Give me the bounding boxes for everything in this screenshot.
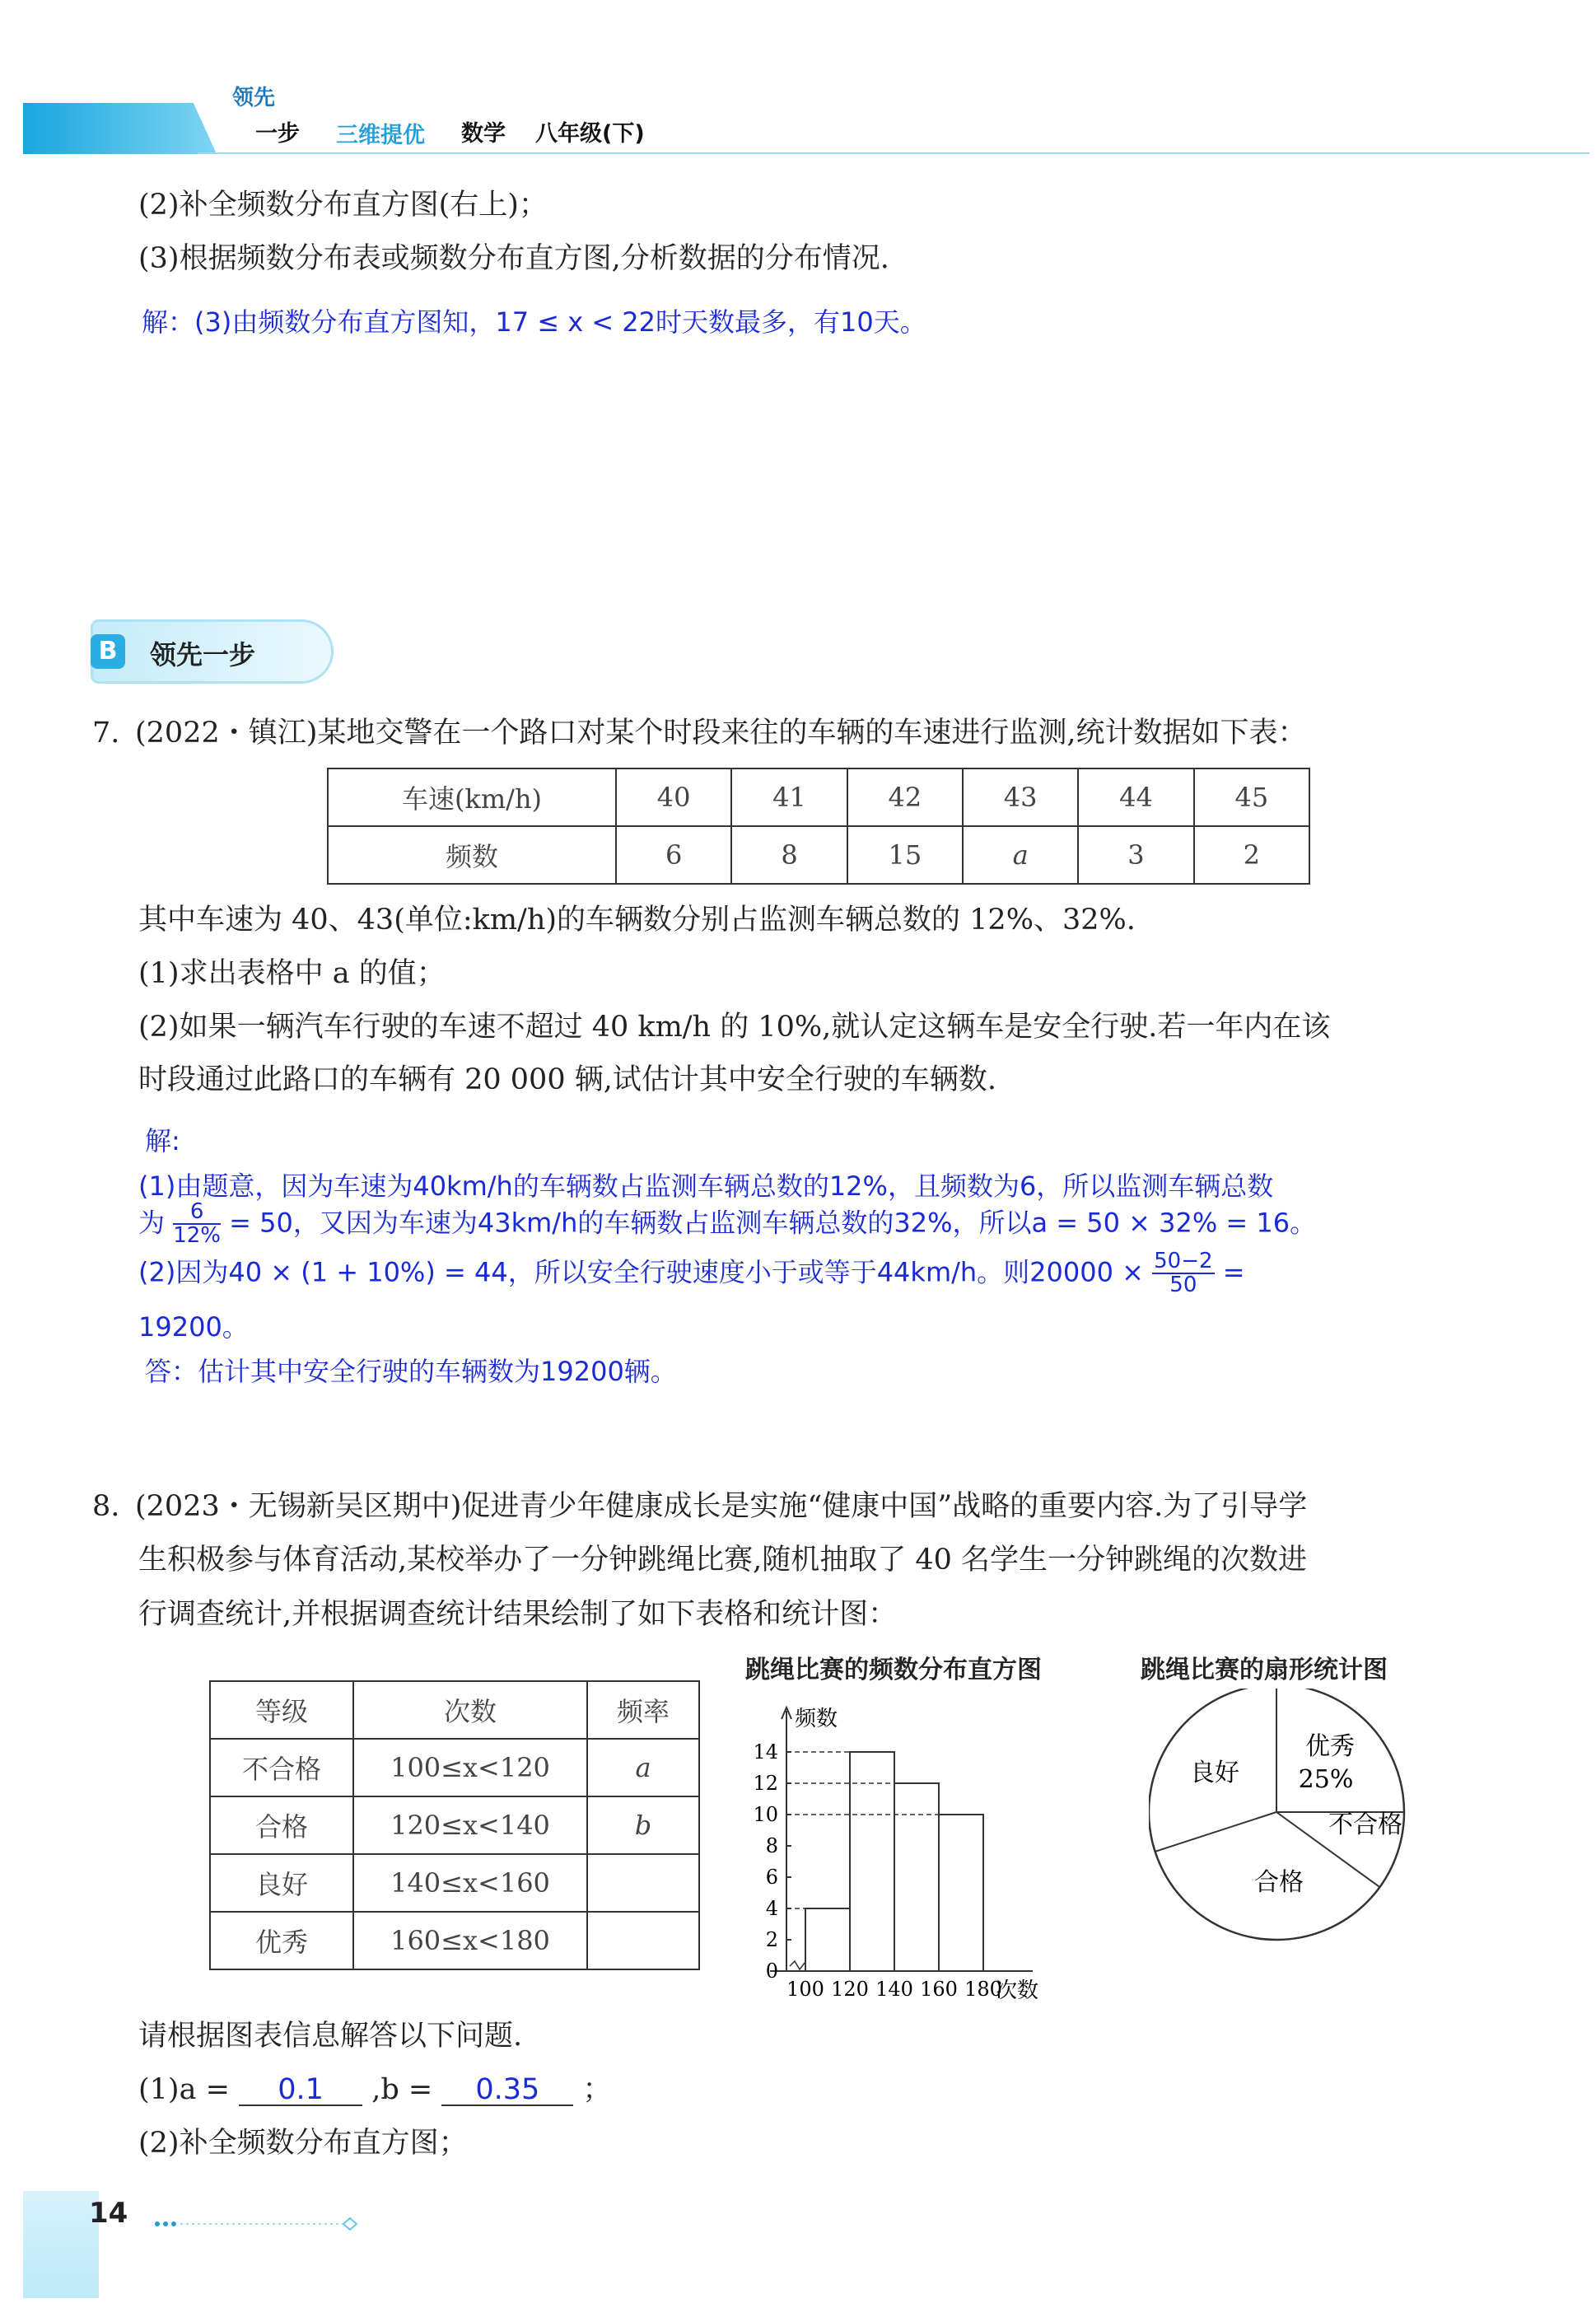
p8-cell: [587, 1854, 699, 1912]
prev-answer3: 解：(3)由频数分布直方图知，17 ≤ x < 22时天数最多，有10天。: [142, 306, 926, 338]
p7-table: [327, 768, 1310, 885]
p8-table-row: [210, 1854, 699, 1912]
y-axis-label: 频数: [795, 1707, 838, 1731]
prev-q3: (3)根据频数分布表或频数分布直方图,分析数据的分布情况.: [138, 242, 889, 275]
p8-table-row: [210, 1796, 699, 1854]
brand-bottom: 一步: [255, 121, 300, 147]
p7-cell: 43: [963, 768, 1078, 826]
p7-cell: 40: [616, 768, 731, 826]
series-name: 三维提优: [336, 123, 425, 148]
p8-q1-b-label: ,b =: [371, 2073, 433, 2106]
p8-stem2: 生积极参与体育活动,某校举办了一分钟跳绳比赛,随机抽取了 40 名学生一分钟跳绳的次数进: [138, 1544, 1308, 1577]
p8-cell: a: [587, 1739, 699, 1796]
histogram-chart: [725, 1687, 1112, 2008]
pie-slice-label: 合格: [1254, 1868, 1304, 1897]
p8-q-intro: 请根据图表信息解答以下问题.: [138, 2020, 523, 2053]
pie-slice-label: 不合格: [1328, 1810, 1402, 1839]
y-tick-label: 10: [753, 1803, 778, 1826]
p7-ans-line3-a: (2)因为40 × (1 + 10%) = 44，所以安全行驶速度小于或等于44km/h。则20000 ×: [138, 1256, 1144, 1288]
p7-cell: 3: [1078, 826, 1193, 884]
p7-ans-line1: (1)由题意，因为车速为40km/h的车辆数占监测车辆总数的12%，且频数为6，所以监测车辆总数: [138, 1170, 1274, 1202]
p8-cell: 120≤x<140: [353, 1796, 587, 1854]
y-tick-label: 0: [765, 1960, 778, 1983]
p7-cell: a: [963, 826, 1078, 884]
p7-cell: 41: [731, 768, 847, 826]
p7-q2-line2: 时段通过此路口的车辆有 20 000 辆,试估计其中安全行驶的车辆数.: [138, 1063, 996, 1096]
p7-table-row: [328, 768, 1309, 826]
axis-break-mark: [790, 1961, 805, 1969]
p7-ans-line2: [138, 1201, 1316, 1248]
p8-cell: [587, 1912, 699, 1969]
p8-cell: 不合格: [210, 1739, 353, 1796]
p7-cell: 45: [1194, 768, 1309, 826]
y-tick-label: 14: [753, 1740, 778, 1763]
header-rule: [198, 152, 1589, 154]
page-number: 14: [89, 2197, 128, 2230]
histogram-title: 跳绳比赛的频数分布直方图: [745, 1656, 1042, 1684]
y-tick-label: 4: [765, 1897, 778, 1920]
p8-stem1: (2023・无锡新吴区期中)促进青少年健康成长是实施“健康中国”战略的重要内容.为了引导学: [135, 1490, 1308, 1523]
x-tick-label: 140: [875, 1978, 913, 2001]
section-title: 领先一步: [150, 639, 256, 670]
p8-q1-end: ；: [582, 2073, 612, 2106]
p8-cell: 140≤x<160: [353, 1854, 587, 1912]
p7-ans-final: 答：估计其中安全行驶的车辆数为19200辆。: [145, 1356, 677, 1387]
p7-cell: 44: [1078, 768, 1193, 826]
footer-ornament: [152, 2216, 358, 2232]
p7-line1: 其中车速为 40、43(单位:km/h)的车辆数分别占监测车辆总数的 12%、32%.: [138, 904, 1136, 937]
p7-ans-line3-b: =: [1222, 1256, 1245, 1288]
p8-header-cell: 等级: [210, 1681, 353, 1739]
p8-cell: 良好: [210, 1854, 353, 1912]
p8-table: [209, 1680, 700, 1970]
p7-fraction-2: [1152, 1250, 1214, 1297]
p7-cell: 6: [616, 826, 731, 884]
fraction-denominator: 50: [1169, 1273, 1197, 1298]
histogram-bar: [805, 1908, 850, 1971]
p7-cell: 频数: [328, 826, 616, 884]
p8-q2: (2)补全频数分布直方图；: [138, 2127, 468, 2160]
pie-slice-percent: 25%: [1298, 1765, 1354, 1794]
p8-cell: 合格: [210, 1796, 353, 1854]
y-tick-label: 8: [765, 1834, 778, 1857]
section-badge: B: [91, 634, 125, 669]
footer-tab: [23, 2191, 99, 2298]
p7-ans-line2-b: = 50，又因为车速为43km/h的车辆数占监测车辆总数的32%，所以a = 50 × 32% = 16。: [229, 1207, 1317, 1239]
x-tick-label: 100: [786, 1978, 824, 2001]
pie-slice-edge: [1155, 1812, 1276, 1852]
subject: 数学: [461, 121, 506, 147]
brand-top: 领先: [232, 86, 276, 110]
p7-cell: 15: [847, 826, 963, 884]
p8-cell: 优秀: [210, 1912, 353, 1969]
x-tick-label: 120: [831, 1978, 869, 2001]
fraction-numerator: 6: [173, 1201, 221, 1225]
p8-table-row: [210, 1739, 699, 1796]
pie-chart: [1149, 1689, 1421, 1952]
p7-cell: 42: [847, 768, 963, 826]
p8-number: 8.: [92, 1490, 120, 1523]
p7-ans-line4: 19200。: [138, 1311, 249, 1343]
p7-ans-line3: [138, 1250, 1245, 1297]
y-tick-label: 2: [765, 1928, 778, 1951]
pie-slice-label: 良好: [1190, 1759, 1239, 1787]
p7-q1: (1)求出表格中 a 的值；: [138, 957, 446, 990]
answer-blank-b[interactable]: 0.35: [441, 2076, 573, 2106]
x-axis-label: 次数: [996, 1978, 1039, 2003]
p7-cell: 8: [731, 826, 847, 884]
histogram-bar: [850, 1752, 894, 1971]
p8-cell: 160≤x<180: [353, 1912, 587, 1969]
grade: 八年级(下): [535, 121, 645, 147]
p7-ans-label: 解:: [145, 1125, 180, 1156]
pie-title: 跳绳比赛的扇形统计图: [1141, 1656, 1388, 1684]
p7-fraction-1: [173, 1201, 221, 1248]
p8-cell: 100≤x<120: [353, 1739, 587, 1796]
pie-slice-label: 优秀: [1305, 1732, 1355, 1761]
p8-table-row: [210, 1912, 699, 1969]
answer-blank-a[interactable]: 0.1: [239, 2076, 362, 2106]
p7-cell: 2: [1194, 826, 1309, 884]
p8-cell: b: [587, 1796, 699, 1854]
p8-q1-a-label: (1)a =: [138, 2073, 230, 2106]
p8-table-row: [210, 1681, 699, 1739]
p7-table-row: [328, 826, 1309, 884]
p7-stem: (2022・镇江)某地交警在一个路口对某个时段来往的车辆的车速进行监测,统计数据如下表：: [135, 717, 1307, 750]
p8-header-cell: 频率: [587, 1681, 699, 1739]
p8-q1: [138, 2073, 612, 2106]
p7-number: 7.: [92, 717, 120, 750]
prev-q2: (2)补全频数分布直方图(右上)；: [138, 189, 548, 222]
x-tick-label: 180: [964, 1978, 1002, 2001]
p7-ans-line2-a: 为: [138, 1207, 166, 1239]
y-tick-label: 6: [765, 1866, 778, 1889]
fraction-numerator: 50−2: [1154, 1249, 1213, 1273]
fraction-denominator: 12%: [173, 1223, 221, 1249]
p8-header-cell: 次数: [353, 1681, 587, 1739]
histogram-bar: [894, 1783, 939, 1971]
x-tick-label: 160: [920, 1978, 958, 2001]
p8-stem3: 行调查统计,并根据调查统计结果绘制了如下表格和统计图：: [138, 1598, 898, 1631]
header-banner: [23, 103, 217, 154]
y-tick-label: 12: [753, 1772, 778, 1795]
p7-cell: 车速(km/h): [328, 768, 616, 826]
histogram-bar: [939, 1815, 983, 1971]
p7-q2-line1: (2)如果一辆汽车行驶的车速不超过 40 km/h 的 10%,就认定这辆车是安全行驶.若一年内在该: [138, 1011, 1331, 1044]
